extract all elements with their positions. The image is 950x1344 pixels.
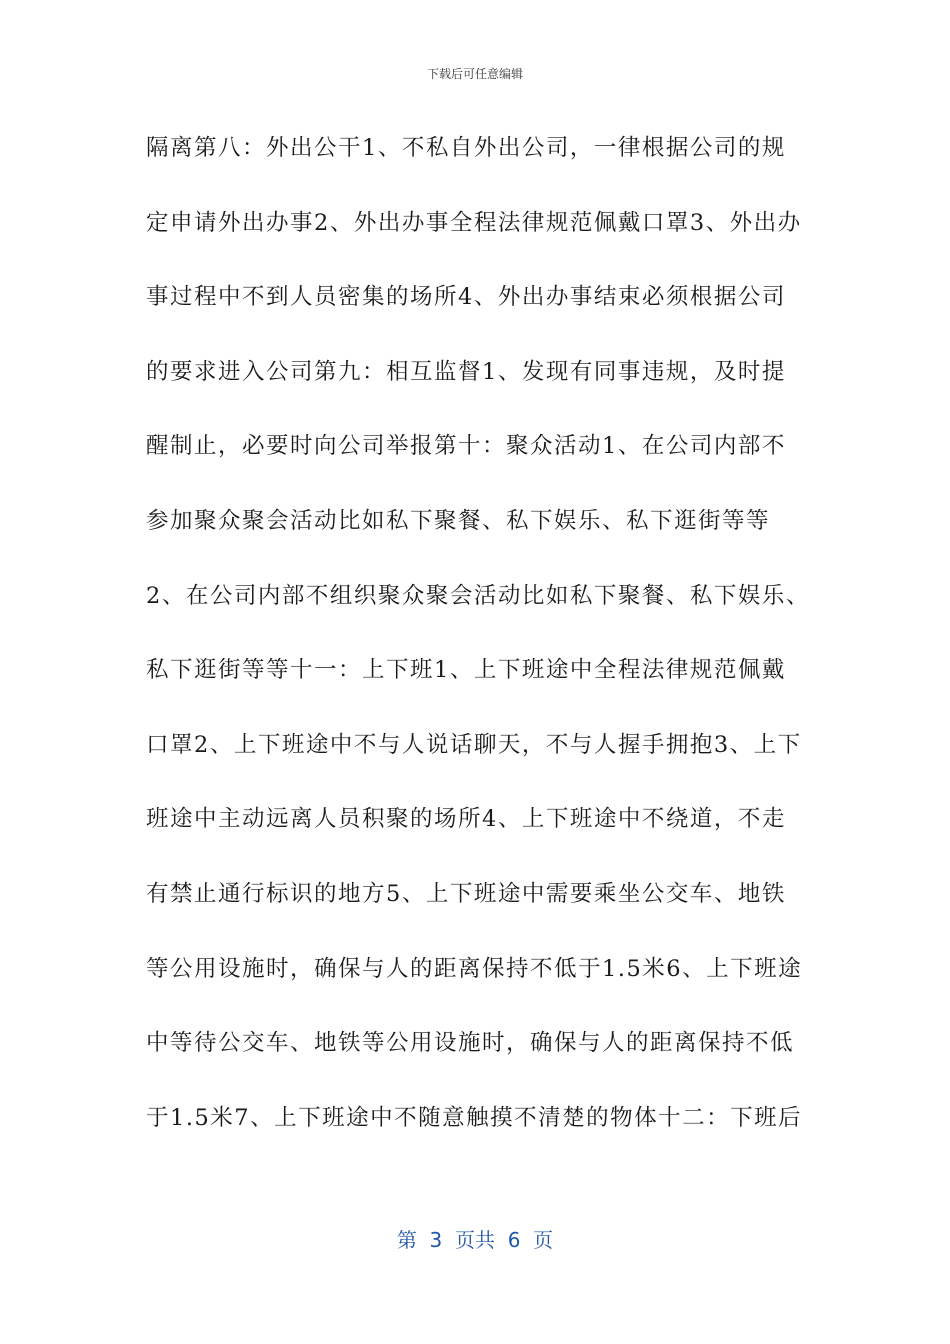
body-line: 私下逛街等等十一：上下班1、上下班途中全程法律规范佩戴 bbox=[146, 657, 786, 684]
body-line: 醒制止，必要时向公司举报第十：聚众活动1、在公司内部不 bbox=[146, 433, 786, 460]
page-header-note: 下载后可任意编辑 bbox=[426, 67, 523, 81]
body-line: 参加聚众聚会活动比如私下聚餐、私下娱乐、私下逛街等等 bbox=[146, 507, 771, 534]
body-line: 有禁止通行标识的地方5、上下班途中需要乘坐公交车、地铁 bbox=[146, 880, 786, 907]
body-line: 中等待公交车、地铁等公用设施时，确保与人的距离保持不低 bbox=[146, 1030, 795, 1057]
document-body bbox=[146, 124, 816, 1168]
body-line: 等公用设施时，确保与人的距离保持不低于1.5米6、上下班途 bbox=[146, 955, 803, 982]
body-line: 班途中主动远离人员积聚的场所4、上下班途中不绕道，不走 bbox=[146, 806, 786, 833]
body-line: 事过程中不到人员密集的场所4、外出办事结束必须根据公司 bbox=[146, 284, 786, 311]
body-line: 隔离第八：外出公干1、不私自外出公司，一律根据公司的规 bbox=[146, 135, 786, 161]
page-footer bbox=[0, 1226, 950, 1254]
page-number-label: 第 3 页共 6 页 bbox=[396, 1228, 554, 1252]
body-line: 的要求进入公司第九：相互监督1、发现有同事违规，及时提 bbox=[146, 358, 786, 385]
body-line: 定申请外出办事2、外出办事全程法律规范佩戴口罩3、外出办 bbox=[146, 209, 802, 236]
body-line: 于1.5米7、上下班途中不随意触摸不清楚的物体十二：下班后 bbox=[146, 1104, 803, 1131]
body-line: 2、在公司内部不组织聚众聚会活动比如私下聚餐、私下娱乐、 bbox=[146, 582, 810, 609]
body-line: 口罩2、上下班途中不与人说话聊天，不与人握手拥抱3、上下 bbox=[146, 731, 802, 758]
